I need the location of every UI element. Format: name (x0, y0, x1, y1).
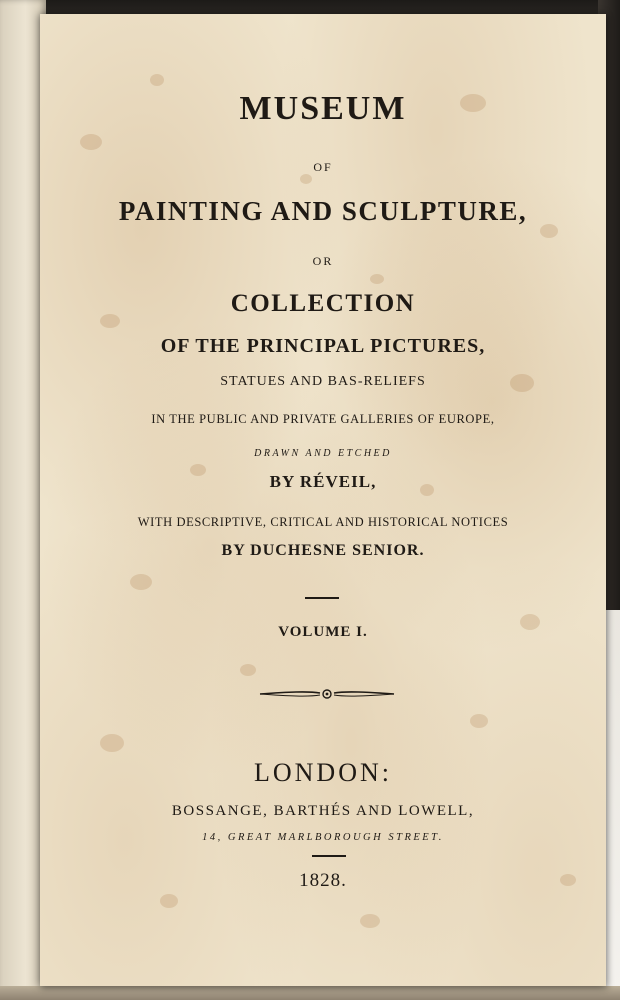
divider-rule-lower (312, 855, 346, 857)
title-galleries: IN THE PUBLIC AND PRIVATE GALLERIES OF EUROPE, (151, 412, 495, 426)
title-main: MUSEUM (239, 90, 407, 127)
divider-rule-upper (305, 597, 339, 599)
title-or: OR (312, 254, 334, 268)
title-author: BY DUCHESNE SENIOR. (221, 542, 425, 559)
imprint-address: 14, GREAT MARLBOROUGH STREET. (202, 832, 444, 843)
title-of: OF (313, 160, 333, 174)
printer-ornament-flourish (258, 686, 396, 702)
title-principal-pictures: OF THE PRINCIPAL PICTURES, (160, 335, 486, 357)
title-statues: STATUES AND BAS-RELIEFS (220, 374, 426, 389)
title-drawn-etched: DRAWN AND ETCHED (254, 448, 392, 459)
title-notices: WITH DESCRIPTIVE, CRITICAL AND HISTORICAL NOTICES (137, 515, 509, 529)
imprint-publisher: BOSSANGE, BARTHÉS AND LOWELL, (171, 803, 475, 819)
title-subject: PAINTING AND SCULPTURE, (118, 196, 528, 226)
imprint-city: LONDON: (254, 758, 392, 787)
title-volume: VOLUME I. (278, 624, 368, 640)
book-bottom-edge (0, 986, 620, 1000)
title-collection: COLLECTION (230, 290, 416, 317)
title-artist: BY RÉVEIL, (269, 472, 377, 491)
imprint-year: 1828. (299, 870, 347, 891)
